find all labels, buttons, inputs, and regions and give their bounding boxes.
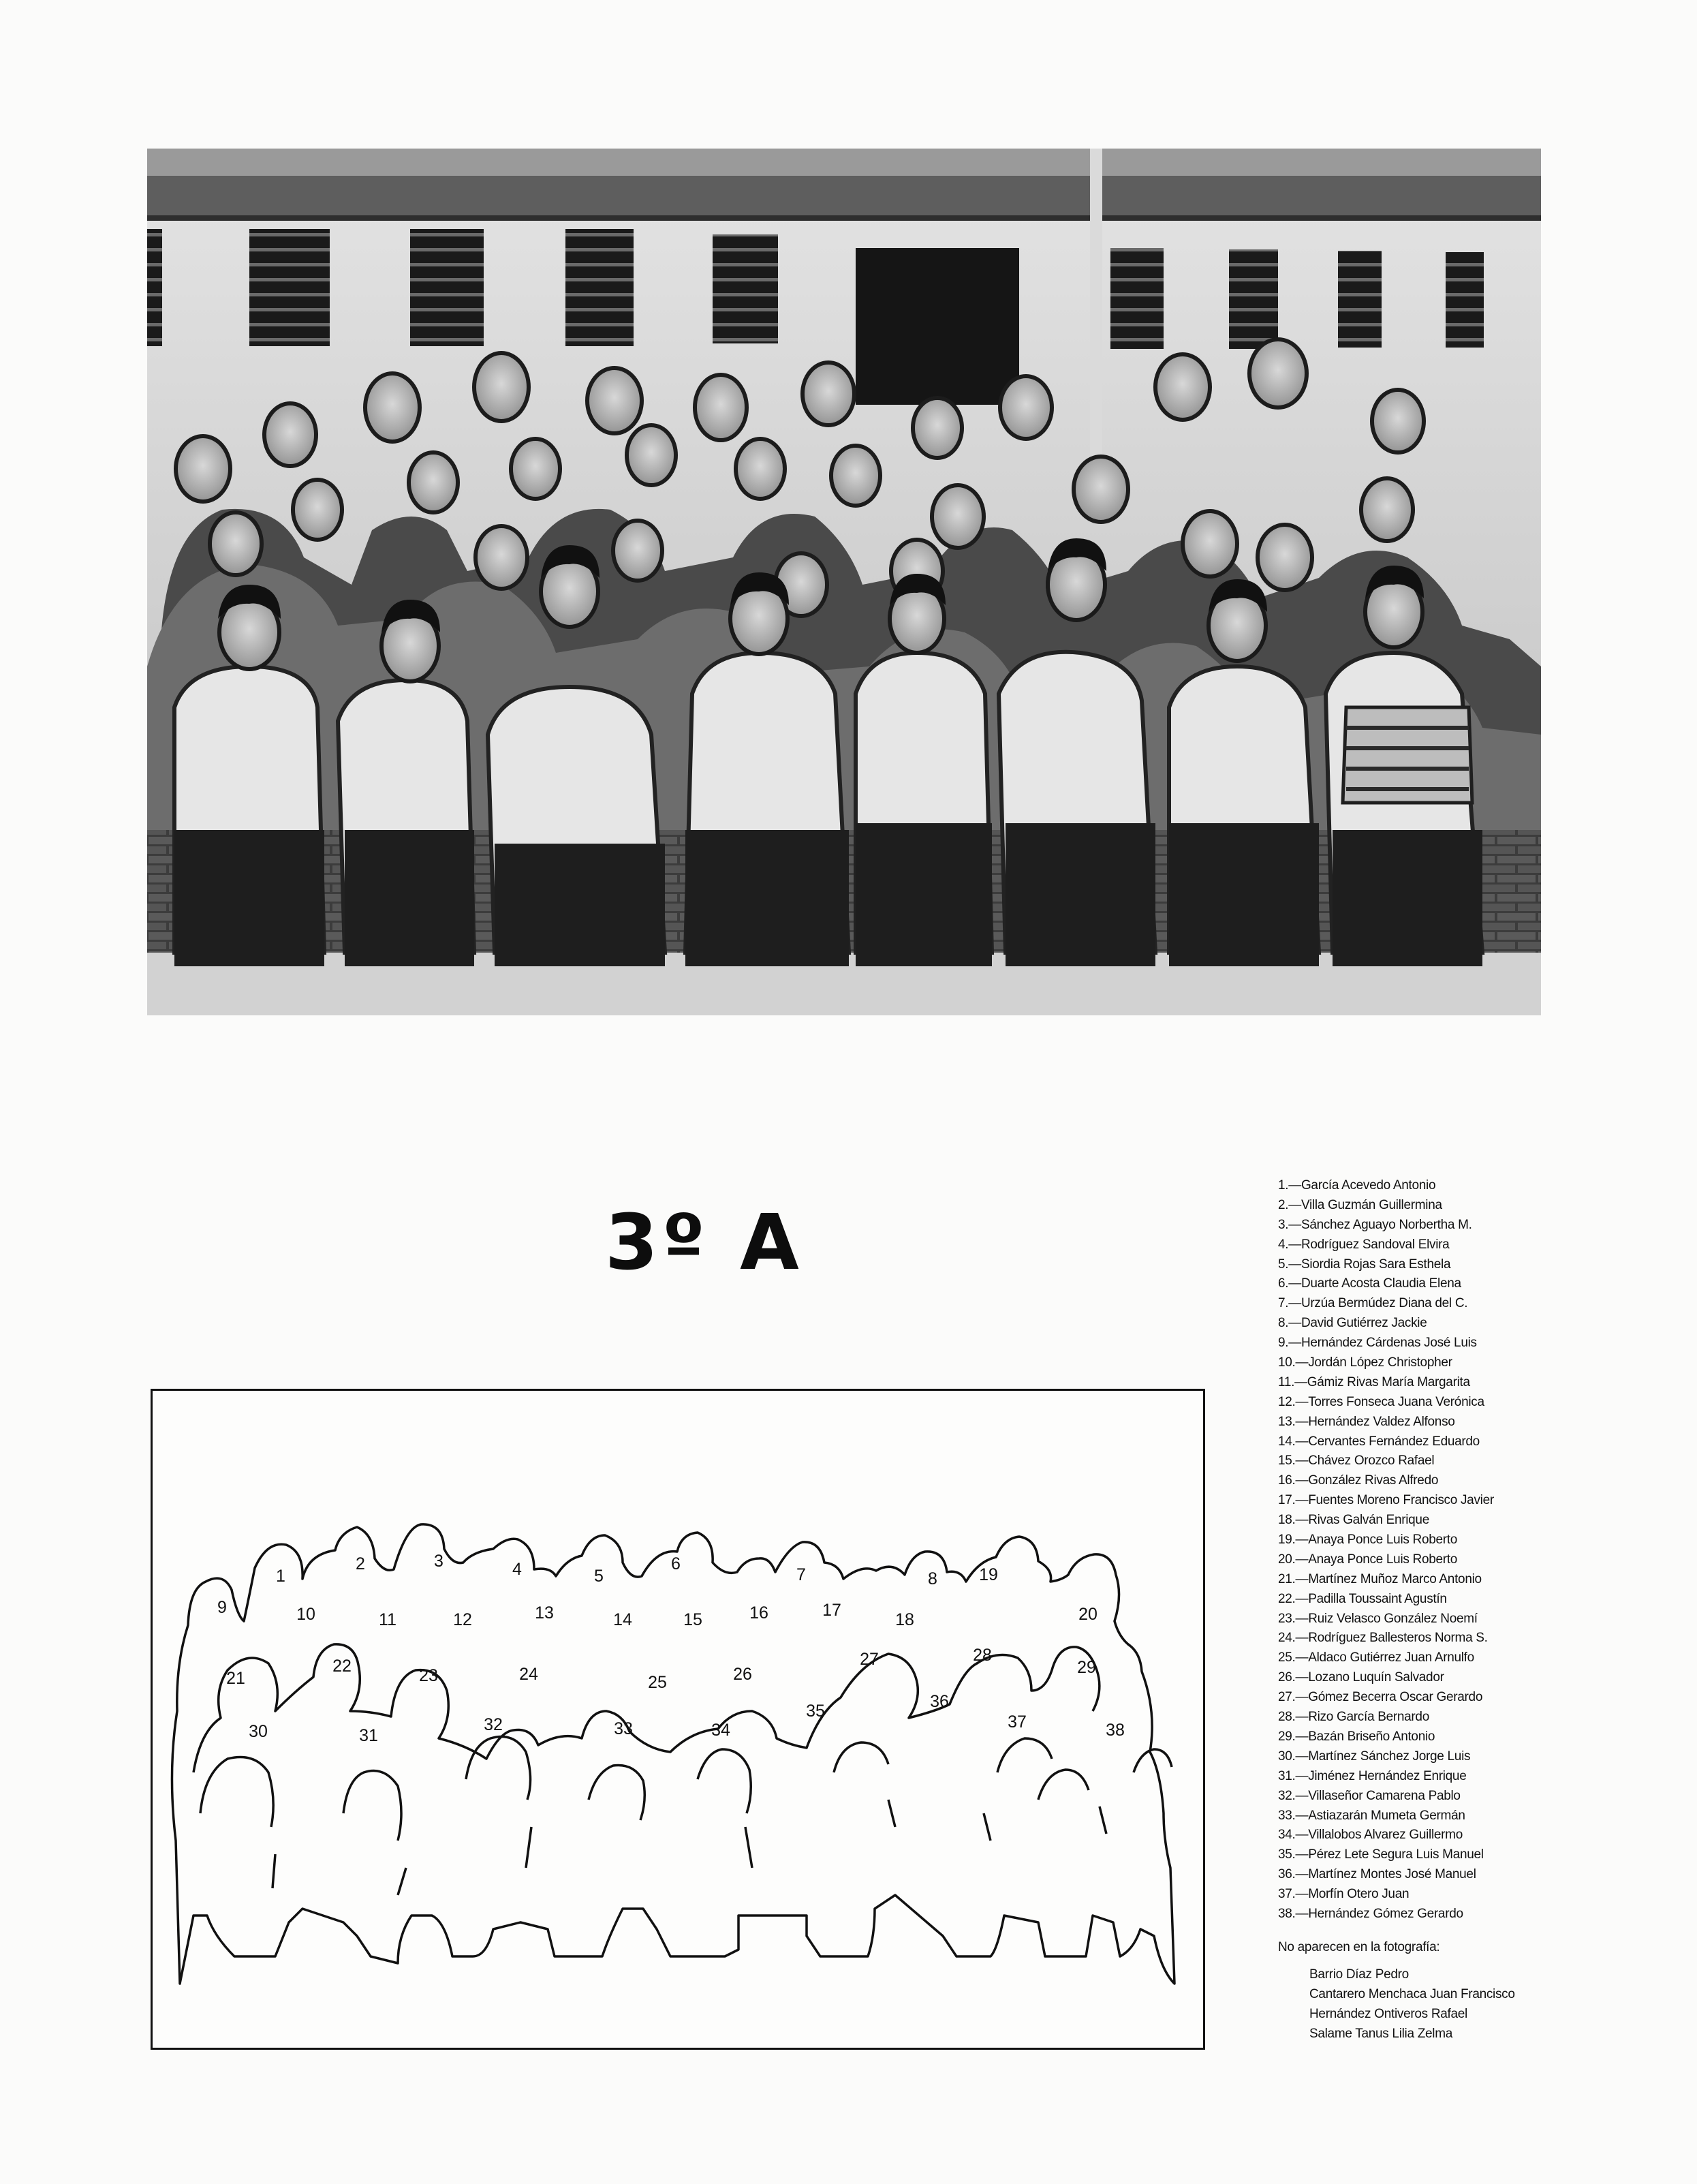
roster-entry: 15.—Chávez Orozco Rafael (1278, 1454, 1435, 1468)
absent-heading: No aparecen en la fotografía: (1278, 1939, 1440, 1954)
key-number: 10 (296, 1605, 315, 1624)
roster-entry: 5.—Siordia Rojas Sara Esthela (1278, 1257, 1451, 1272)
roster-entry: 1.—García Acevedo Antonio (1278, 1178, 1436, 1193)
class-photo (147, 149, 1541, 1015)
absent-entry: Hernández Ontiveros Rafael (1309, 2006, 1467, 2021)
roster-entry: 11.—Gámiz Rivas María Margarita (1278, 1374, 1470, 1389)
roster-entry: 19.—Anaya Ponce Luis Roberto (1278, 1533, 1458, 1548)
silhouette-outline-rows (193, 1644, 1100, 1772)
key-number: 26 (733, 1665, 752, 1684)
roster-entry: 26.—Lozano Luquín Salvador (1278, 1670, 1444, 1685)
roster-entry: 27.—Gómez Becerra Oscar Gerardo (1278, 1690, 1483, 1705)
key-number: 11 (379, 1610, 396, 1629)
key-number: 5 (594, 1567, 604, 1586)
roster-entry: 32.—Villaseñor Camarena Pablo (1278, 1788, 1461, 1803)
absent-entry: Barrio Díaz Pedro (1309, 1967, 1409, 1982)
name-roster (1278, 1176, 1564, 2048)
absent-entry: Salame Tanus Lilia Zelma (1309, 2026, 1453, 2041)
roster-entry: 14.—Cervantes Fernández Eduardo (1278, 1434, 1480, 1449)
key-number: 12 (453, 1610, 472, 1629)
roster-entry: 4.—Rodríguez Sandoval Elvira (1278, 1237, 1450, 1252)
roster-entry: 17.—Fuentes Moreno Francisco Javier (1278, 1493, 1494, 1508)
class-photo-graphic (147, 149, 1541, 1015)
roster-entry: 36.—Martínez Montes José Manuel (1278, 1867, 1476, 1882)
key-number: 28 (973, 1646, 992, 1665)
roster-entry: 25.—Aldaco Gutiérrez Juan Arnulfo (1278, 1650, 1474, 1665)
key-number: 3 (434, 1552, 443, 1571)
key-number: 31 (359, 1726, 378, 1745)
key-number: 15 (683, 1610, 702, 1629)
key-number: 22 (332, 1657, 352, 1676)
silhouette-key (151, 1389, 1205, 2050)
key-number: 9 (217, 1598, 227, 1617)
key-number: 6 (671, 1554, 681, 1573)
roster-entry: 9.—Hernández Cárdenas José Luis (1278, 1336, 1477, 1351)
key-number: 21 (226, 1669, 245, 1688)
key-number: 13 (535, 1603, 554, 1622)
roster-entry: 31.—Jiménez Hernández Enrique (1278, 1768, 1467, 1783)
roster-entry: 20.—Anaya Ponce Luis Roberto (1278, 1552, 1458, 1567)
roster-entry: 2.—Villa Guzmán Guillermina (1278, 1197, 1442, 1212)
key-number: 4 (512, 1560, 522, 1579)
key-number: 29 (1077, 1658, 1096, 1677)
roster-entry: 6.—Duarte Acosta Claudia Elena (1278, 1276, 1461, 1291)
key-number: 35 (806, 1702, 825, 1721)
key-number: 14 (613, 1610, 632, 1629)
roster-list (1278, 1176, 1564, 1924)
absent-entry: Cantarero Menchaca Juan Francisco (1309, 1986, 1515, 2001)
roster-entry: 18.—Rivas Galván Enrique (1278, 1513, 1429, 1528)
roster-entry: 7.—Urzúa Bermúdez Diana del C. (1278, 1296, 1468, 1311)
roster-entry: 35.—Pérez Lete Segura Luis Manuel (1278, 1847, 1484, 1862)
key-number: 18 (895, 1610, 914, 1629)
key-number: 24 (519, 1665, 538, 1684)
key-number: 17 (822, 1601, 841, 1620)
silhouette-key-graphic (153, 1391, 1203, 2048)
page-title: 3º A (605, 1199, 803, 1287)
roster-entry: 30.—Martínez Sánchez Jorge Luis (1278, 1749, 1471, 1764)
key-number: 30 (249, 1722, 268, 1741)
roster-entry: 28.—Rizo García Bernardo (1278, 1710, 1429, 1725)
roster-entry: 24.—Rodríguez Ballesteros Norma S. (1278, 1631, 1488, 1646)
key-number: 33 (614, 1719, 633, 1738)
roster-entry: 37.—Morfín Otero Juan (1278, 1887, 1410, 1902)
roster-entry: 29.—Bazán Briseño Antonio (1278, 1729, 1435, 1744)
roster-entry: 10.—Jordán López Christopher (1278, 1355, 1452, 1370)
key-number: 7 (796, 1565, 806, 1584)
key-number: 23 (419, 1666, 438, 1685)
key-number: 16 (749, 1603, 768, 1622)
roster-entry: 34.—Villalobos Alvarez Guillermo (1278, 1828, 1463, 1843)
roster-entry: 12.—Torres Fonseca Juana Verónica (1278, 1394, 1484, 1409)
roster-entry: 21.—Martínez Muñoz Marco Antonio (1278, 1571, 1482, 1586)
key-number: 20 (1078, 1605, 1097, 1624)
roster-entry: 16.—González Rivas Alfredo (1278, 1473, 1439, 1488)
key-number: 2 (356, 1554, 365, 1573)
silhouette-outline-front (200, 1737, 1172, 1896)
key-number: 34 (711, 1721, 730, 1740)
absent-list (1309, 1965, 1564, 2044)
key-number: 27 (860, 1650, 879, 1669)
roster-entry: 33.—Astiazarán Mumeta Germán (1278, 1808, 1465, 1823)
roster-entry: 38.—Hernández Gómez Gerardo (1278, 1906, 1463, 1921)
key-number: 1 (276, 1567, 285, 1586)
key-number: 32 (484, 1715, 503, 1734)
silhouette-outline (172, 1524, 1174, 1984)
key-number: 8 (928, 1569, 937, 1588)
roster-entry: 3.—Sánchez Aguayo Norbertha M. (1278, 1217, 1472, 1232)
roster-entry: 23.—Ruiz Velasco González Noemí (1278, 1611, 1478, 1626)
key-number: 25 (648, 1673, 667, 1692)
roster-entry: 8.—David Gutiérrez Jackie (1278, 1316, 1427, 1331)
key-number: 36 (930, 1692, 949, 1711)
silhouette-numbers (217, 1552, 1125, 1745)
key-number: 37 (1008, 1712, 1027, 1732)
key-number: 19 (979, 1565, 998, 1584)
roster-entry: 13.—Hernández Valdez Alfonso (1278, 1414, 1455, 1429)
roster-entry: 22.—Padilla Toussaint Agustín (1278, 1591, 1447, 1606)
key-number: 38 (1106, 1721, 1125, 1740)
